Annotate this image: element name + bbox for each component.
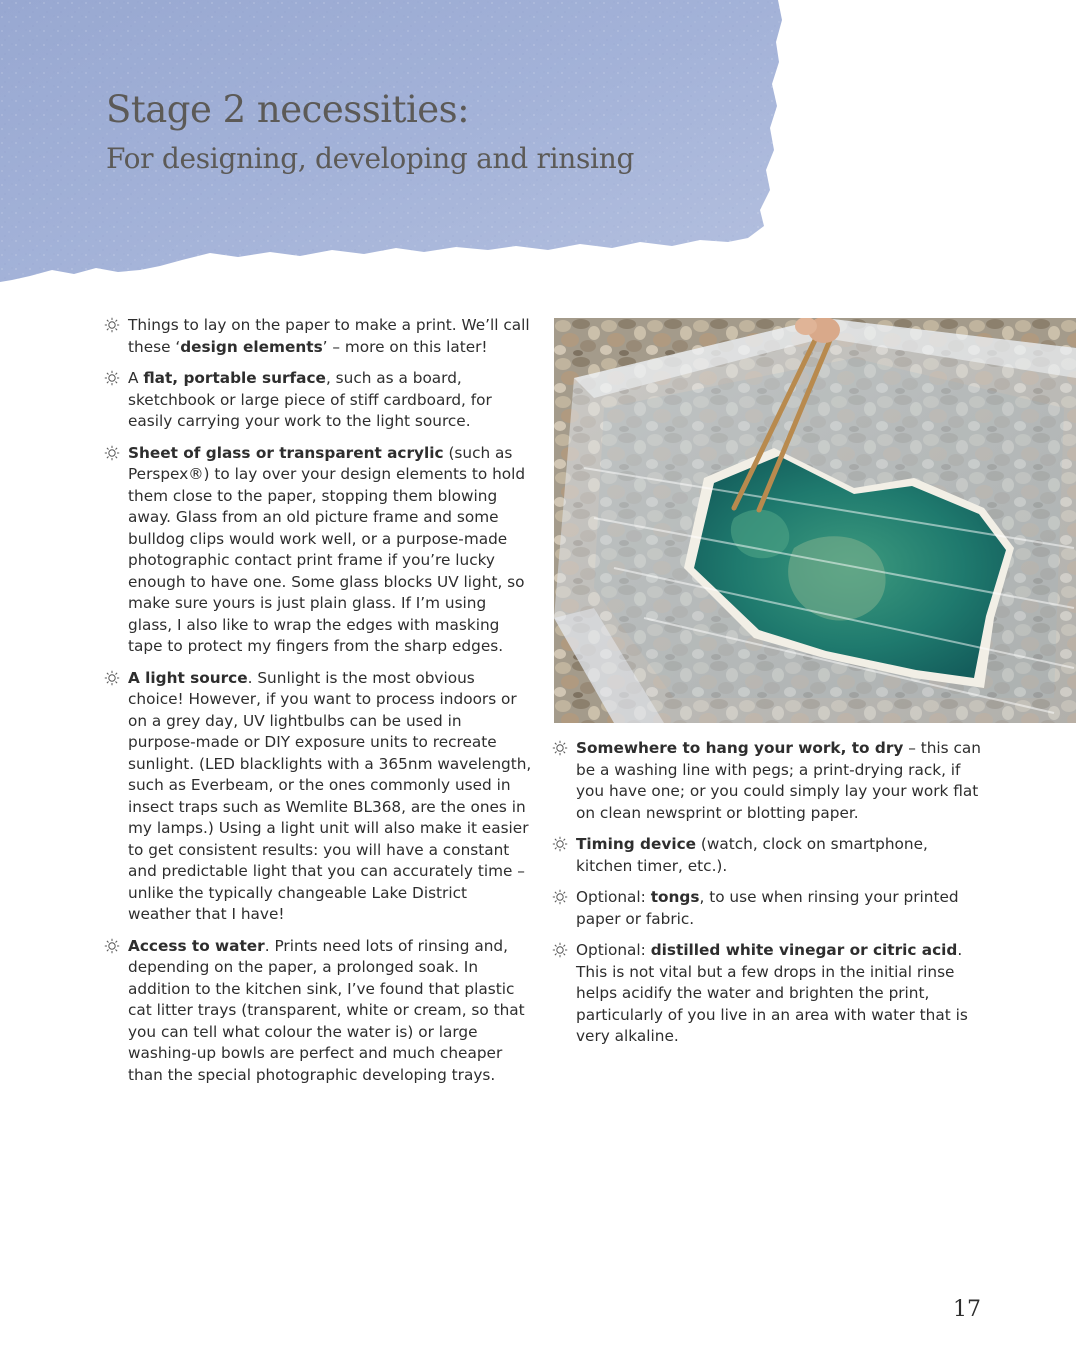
- item-text-pre: Optional:: [576, 888, 651, 906]
- page-subtitle: For designing, developing and rinsing: [106, 142, 635, 175]
- item-text-post: (such as Perspex®) to lay over your design elements to hold them close to the paper, stopping them blowing away. Glass from an old picture frame and some bulldog clips would work well, or a purpose-made photographic contact print frame if you’re lucky enough to have one. Some glass blocks UV light, so make sure yours is just plain glass. If I’m using glass, I also like to wrap the edges with masking tape to protect my fingers from the sharp edges.: [128, 443, 526, 655]
- item-text-bold: Sheet of glass or transparent acrylic: [128, 443, 444, 462]
- list-item: [552, 834, 988, 877]
- sun-icon: [104, 670, 120, 686]
- item-text-bold: distilled white vinegar or citric acid: [650, 941, 958, 959]
- right-column-list: [552, 738, 988, 1058]
- item-text-bold: Somewhere to hang your work, to dry: [576, 739, 904, 757]
- item-text-post: . This is not vital but a few drops in the initial rinse helps acidify the water and brighten the print, particularly of you live in an area with water that is very alkaline.: [576, 941, 968, 1045]
- list-item: [104, 443, 534, 658]
- item-text-post: – this can be a washing line with pegs; a print-drying rack, if you have one; or you could simply lay your work flat on clean newsprint or blotting paper.: [576, 739, 981, 822]
- sun-icon: [104, 370, 120, 386]
- list-item: [104, 668, 534, 926]
- item-text-post: . Sunlight is the most obvious choice! However, if you want to process indoors or on a grey day, UV lightbulbs can be used in purpose-made or DIY exposure units to recreate sunlight. (LED blacklights with a 365nm wavelength, such as Everbeam, or the ones commonly used in insect traps such as Wemlite BL368, are the ones in my lamps.) Using a light unit will also make it easier to get consistent results: you will have a constant and predictable light that you can accurately time – unlike the typically changeable Lake District weather that I have!: [128, 668, 532, 923]
- item-text-bold: Access to water: [128, 936, 265, 955]
- sun-icon: [104, 445, 120, 461]
- item-text-bold: A light source: [128, 668, 248, 687]
- item-text-bold: Timing device: [576, 835, 697, 853]
- list-item: [552, 940, 988, 1048]
- item-text-post: . Prints need lots of rinsing and, depending on the paper, a prolonged soak. In addition to the kitchen sink, I’ve found that plastic cat litter trays (transparent, white or cream, so that you can tell what colour the water is) or large washing-up bowls are perfect and much cheaper than the special photographic developing trays.: [128, 936, 525, 1084]
- sun-icon: [104, 317, 120, 333]
- sun-icon: [104, 938, 120, 954]
- print-rinsing-photo: [554, 318, 1076, 723]
- left-column-list: [104, 315, 534, 1096]
- list-item: [104, 368, 534, 433]
- item-text-pre: Optional:: [576, 941, 651, 959]
- item-text-post: (watch, clock on smartphone, kitchen timer, etc.).: [576, 835, 928, 875]
- list-item: [104, 315, 534, 358]
- list-item: [104, 936, 534, 1087]
- sun-icon: [552, 836, 568, 852]
- sun-icon: [552, 942, 568, 958]
- sun-icon: [552, 889, 568, 905]
- sun-icon: [552, 740, 568, 756]
- item-text-post: ’ – more on this later!: [322, 337, 488, 356]
- item-text-post: , such as a board, sketchbook or large piece of stiff cardboard, for easily carrying your work to the light source.: [128, 369, 492, 430]
- item-text-pre: A: [128, 369, 144, 387]
- item-text-bold: flat, portable surface: [143, 369, 326, 387]
- list-item: [552, 887, 988, 930]
- item-text-bold: design elements: [180, 337, 323, 356]
- item-text-post: , to use when rinsing your printed paper or fabric.: [576, 888, 959, 928]
- item-text-bold: tongs: [650, 888, 700, 906]
- item-text-pre: Things to lay on the paper to make a print. We’ll call these ‘: [128, 316, 530, 356]
- page-number: 17: [953, 1297, 981, 1322]
- page-title: Stage 2 necessities:: [106, 88, 470, 131]
- list-item: [552, 738, 988, 824]
